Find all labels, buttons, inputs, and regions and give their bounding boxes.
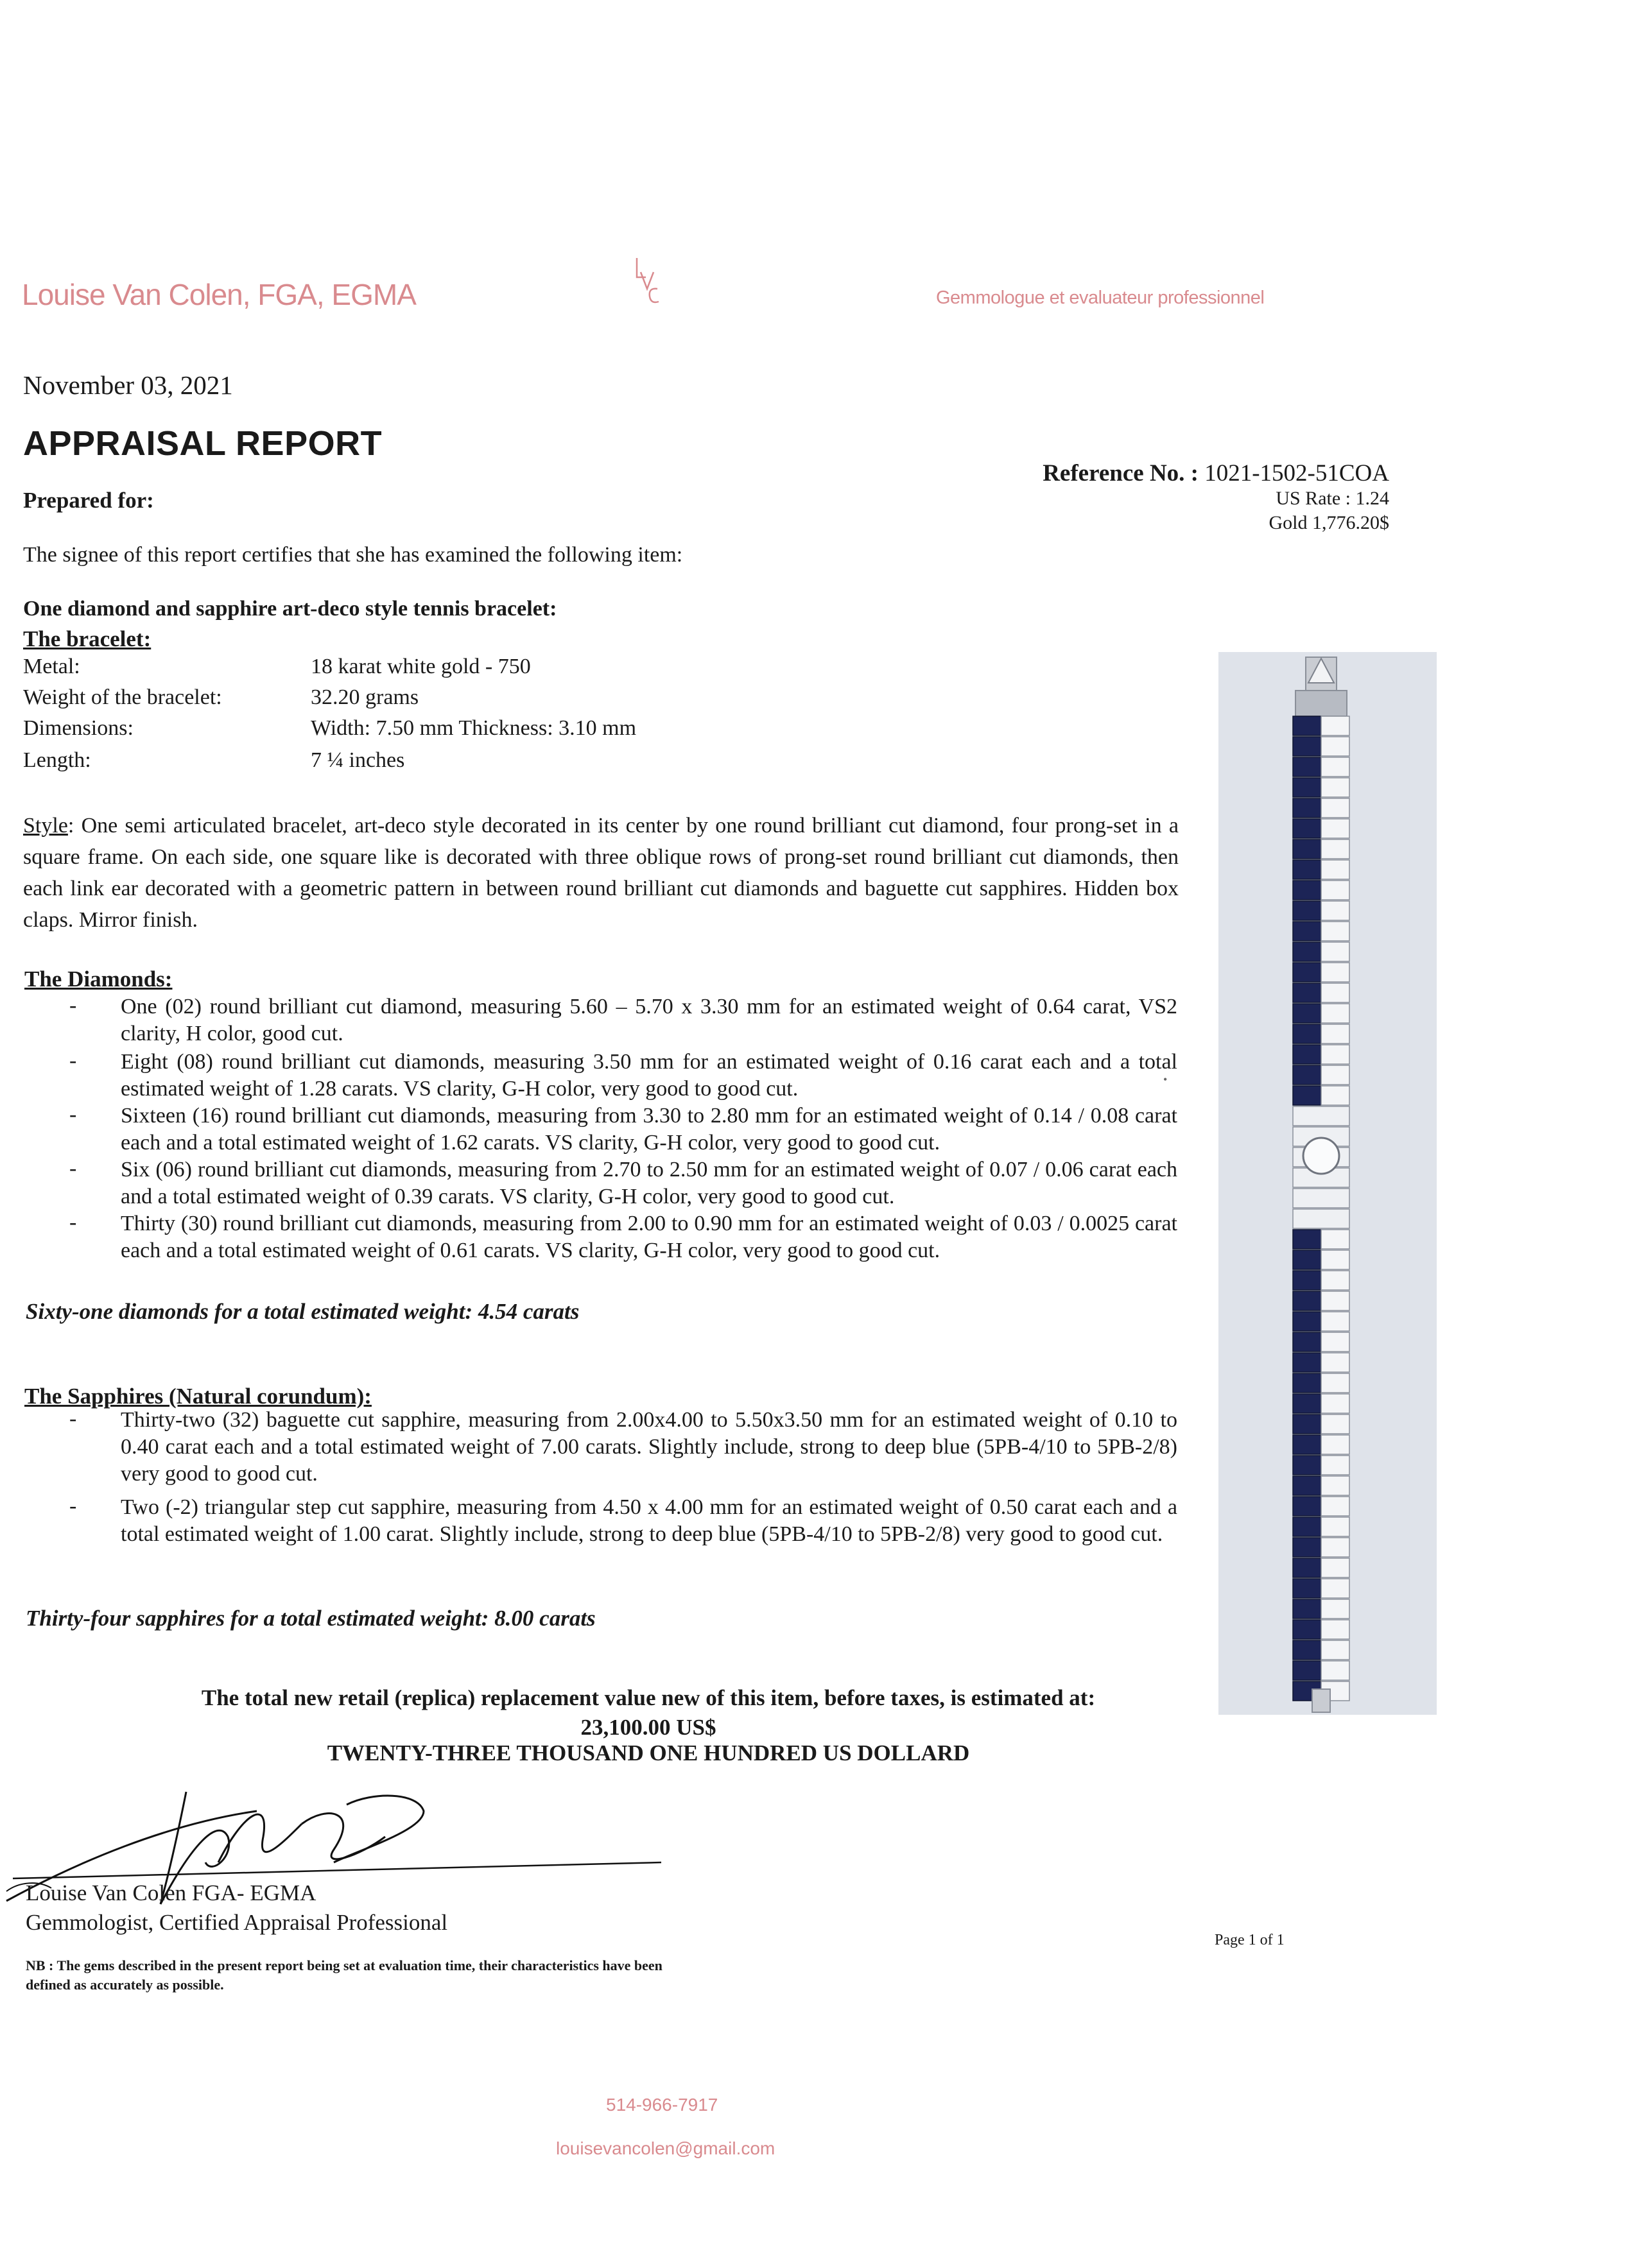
bullet-dash: - [69, 1407, 77, 1430]
diamond-stone [1321, 1456, 1349, 1475]
sapphire-stone [1293, 1004, 1321, 1023]
diamond-stone [1293, 1106, 1349, 1126]
sapphire-stone [1293, 1497, 1321, 1516]
report-title: APPRAISAL REPORT [23, 424, 383, 463]
diamond-stone [1293, 1209, 1349, 1228]
diamond-stone [1321, 1661, 1349, 1680]
monogram-logo [628, 255, 666, 307]
diamonds-heading: The Diamonds: [24, 966, 173, 992]
diamond-stone [1321, 1599, 1349, 1619]
gold-price: Gold 1,776.20$ [1269, 512, 1389, 533]
sapphires-summary: Thirty-four sapphires for a total estimated weight: 8.00 carats [26, 1606, 596, 1631]
sapphire-stone [1293, 901, 1321, 920]
sapphire-stone [1293, 1558, 1321, 1577]
reference-value: 1021-1502-51COA [1204, 460, 1389, 486]
diamond-stone [1321, 1373, 1349, 1393]
sapphires-heading: The Sapphires (Natural corundum): [24, 1384, 372, 1409]
diamond-stone [1321, 1620, 1349, 1639]
sapphire-stone [1293, 1230, 1321, 1249]
diamond-stone [1321, 1435, 1349, 1454]
sapphire-stone [1293, 1435, 1321, 1454]
diamond-stone [1321, 1086, 1349, 1105]
sapphire-stone [1293, 1579, 1321, 1598]
spec-label: Dimensions: [23, 716, 134, 740]
sapphire-item: Thirty-two (32) baguette cut sapphire, measuring from 2.00x4.00 to 5.50x3.50 mm for an estimated weight of 0.10 to 0.40 carat each and a total estimated weight of 7.00 carats. Slightly include, strong to deep blue (5PB-4/10 to 5PB-2/8) very good to good cut. [121, 1408, 1177, 1486]
sapphire-stone [1293, 1024, 1321, 1044]
sapphire-stone [1293, 922, 1321, 941]
style-label: Style [23, 814, 68, 838]
style-description [23, 810, 1179, 936]
diamond-stone [1321, 1065, 1349, 1085]
sapphire-stone [1293, 860, 1321, 879]
contact-phone: 514-966-7917 [606, 2095, 718, 2115]
valuation-statement: The total new retail (replica) replacement value new of this item, before taxes, is estimated at: [201, 1685, 1096, 1710]
diamond-stone [1321, 1579, 1349, 1598]
diamond-stone [1321, 1045, 1349, 1064]
sapphire-stone [1293, 942, 1321, 961]
bullet-dash: - [69, 1494, 77, 1518]
sapphire-stone [1293, 737, 1321, 756]
bullet-dash: - [69, 1156, 77, 1180]
letterhead-name: Louise Van Colen, FGA, EGMA [22, 278, 416, 311]
sapphire-stone [1293, 1599, 1321, 1619]
sapphire-stone [1293, 1414, 1321, 1434]
spec-value: 7 ¼ inches [311, 748, 405, 772]
diamond-stone [1321, 1517, 1349, 1536]
diamond-stone [1321, 860, 1349, 879]
diamond-stone [1321, 1640, 1349, 1660]
diamond-item: One (02) round brilliant cut diamond, measuring 5.60 – 5.70 x 3.30 mm for an estimated weight of 0.64 carat, VS2 clarity, H color, good cut. [121, 995, 1177, 1045]
style-text: : One semi articulated bracelet, art-deco style decorated in its center by one round brilliant cut diamond, four prong-set in a square frame. On each side, one square like is decorated with three oblique rows of prong-set round brilliant cut diamonds, then each link ear decorated with a geometric pattern in between round brilliant cut diamonds and baguette cut sapphires. Hidden box claps. Mirror finish. [23, 814, 1179, 932]
sapphire-stone [1293, 716, 1321, 735]
sapphire-item: Two (-2) triangular step cut sapphire, measuring from 4.50 x 4.00 mm for an estimated weight of 0.50 carat each and a total estimated weight of 1.00 carat. Slightly include, strong to deep blue (5PB-4/10 to 5PB-2/8) very good to good cut. [121, 1495, 1177, 1546]
item-title: One diamond and sapphire art-deco style tennis bracelet: [23, 597, 557, 621]
bullet-dash: - [69, 1049, 77, 1072]
sapphire-stone [1293, 1373, 1321, 1393]
diamond-stone [1321, 1353, 1349, 1372]
diamond-item: Sixteen (16) round brilliant cut diamonds, measuring from 3.30 to 2.80 mm for an estimated weight of 0.14 / 0.08 carat each and a total estimated weight of 1.62 carats. VS clarity, G-H color, very good to good cut. [121, 1104, 1177, 1155]
spec-label: Metal: [23, 655, 80, 678]
sapphire-stone [1293, 1620, 1321, 1639]
diamond-stone [1321, 881, 1349, 900]
diamond-stone [1293, 1189, 1349, 1208]
sapphire-stone [1293, 1086, 1321, 1105]
sapphire-stone [1293, 1332, 1321, 1352]
sapphire-stone [1293, 1661, 1321, 1680]
spec-value: 32.20 grams [311, 685, 419, 709]
diamond-stone [1321, 1291, 1349, 1310]
diamond-stone [1321, 1230, 1349, 1249]
diamond-stone [1321, 1558, 1349, 1577]
diamond-stone [1321, 922, 1349, 941]
sapphire-stone [1293, 1045, 1321, 1064]
sapphire-stone [1293, 1517, 1321, 1536]
sapphire-stone [1293, 1353, 1321, 1372]
diamond-stone [1321, 737, 1349, 756]
sapphire-stone [1293, 1250, 1321, 1269]
sapphire-stone [1293, 1394, 1321, 1413]
diamond-stone [1321, 1271, 1349, 1290]
diamond-stone [1321, 757, 1349, 777]
sapphire-stone [1293, 1476, 1321, 1495]
sapphire-stone [1293, 819, 1321, 838]
diamond-stone [1321, 716, 1349, 735]
valuation-words: TWENTY-THREE THOUSAND ONE HUNDRED US DOLLARD [327, 1740, 970, 1765]
scan-mark: • [1163, 1073, 1168, 1086]
spec-value: Width: 7.50 mm Thickness: 3.10 mm [311, 716, 637, 740]
diamond-stone [1321, 901, 1349, 920]
diamonds-summary: Sixty-one diamonds for a total estimated weight: 4.54 carats [26, 1299, 580, 1324]
disclaimer-note: NB : The gems described in the present report being set at evaluation time, their characteristics have been defined as accurately as possible. [26, 1957, 663, 1993]
spec-value: 18 karat white gold - 750 [311, 655, 531, 678]
diamond-stone [1321, 942, 1349, 961]
sapphire-stone [1293, 1640, 1321, 1660]
page-number: Page 1 of 1 [1215, 1932, 1285, 1948]
sapphire-stone [1293, 1271, 1321, 1290]
certification-statement: The signee of this report certifies that she has examined the following item: [23, 543, 683, 567]
reference-number [1043, 460, 1389, 487]
signatory-role: Gemmologist, Certified Appraisal Professional [26, 1910, 448, 1935]
diamond-stone [1321, 1024, 1349, 1044]
diamond-item: Thirty (30) round brilliant cut diamonds, measuring from 2.00 to 0.90 mm for an estimated weight of 0.03 / 0.0025 carat each and a total estimated weight of 0.61 carats. VS clarity, G-H color, very good to good cut. [121, 1212, 1177, 1262]
bracelet-heading: The bracelet: [23, 626, 152, 651]
diamond-stone [1321, 1332, 1349, 1352]
center-diamond [1303, 1138, 1339, 1174]
sapphire-stone [1293, 983, 1321, 1002]
sapphire-stone [1293, 839, 1321, 859]
sapphire-stone [1293, 798, 1321, 818]
sapphire-stone [1293, 1312, 1321, 1331]
diamond-stone [1321, 1414, 1349, 1434]
diamond-stone [1321, 963, 1349, 982]
spec-label: Length: [23, 748, 91, 772]
diamond-stone [1321, 1004, 1349, 1023]
signatory-name: Louise Van Colen FGA- EGMA [26, 1880, 316, 1905]
diamond-stone [1321, 1497, 1349, 1516]
sapphire-stone [1293, 1065, 1321, 1085]
sapphire-stone [1293, 778, 1321, 797]
valuation-amount: 23,100.00 US$ [580, 1715, 716, 1740]
diamond-stone [1321, 1250, 1349, 1269]
diamond-item: Eight (08) round brilliant cut diamonds, measuring 3.50 mm for an estimated weight of 0.16 carat each and a total estimated weight of 1.28 carats. VS clarity, G-H color, very good to good cut. [121, 1050, 1177, 1101]
diamond-stone [1321, 798, 1349, 818]
sapphire-stone [1293, 1538, 1321, 1557]
contact-email: louisevancolen@gmail.com [556, 2138, 775, 2158]
sapphire-stone [1293, 881, 1321, 900]
bullet-dash: - [69, 1103, 77, 1126]
diamond-stone [1321, 1476, 1349, 1495]
diamond-stone [1321, 1538, 1349, 1557]
bracelet-photo [1218, 652, 1437, 1715]
diamond-stone [1321, 778, 1349, 797]
sapphire-stone [1293, 963, 1321, 982]
letterhead-tagline: Gemmologue et evaluateur professionnel [936, 288, 1265, 308]
bullet-dash: - [69, 1210, 77, 1234]
sapphire-stone [1293, 1456, 1321, 1475]
diamond-stone [1321, 1394, 1349, 1413]
diamond-stone [1321, 983, 1349, 1002]
us-rate: US Rate : 1.24 [1276, 488, 1389, 509]
sapphire-stone [1293, 757, 1321, 777]
report-date: November 03, 2021 [23, 370, 233, 400]
diamond-stone [1321, 1312, 1349, 1331]
diamond-stone [1321, 839, 1349, 859]
diamond-stone [1321, 819, 1349, 838]
diamond-item: Six (06) round brilliant cut diamonds, measuring from 2.70 to 2.50 mm for an estimated weight of 0.07 / 0.06 carat each and a total estimated weight of 0.39 carats. VS clarity, G-H color, very good to good cut. [121, 1158, 1177, 1208]
reference-label: Reference No. : [1043, 460, 1199, 486]
spec-label: Weight of the bracelet: [23, 685, 222, 709]
sapphire-stone [1293, 1291, 1321, 1310]
prepared-for-label: Prepared for: [23, 488, 154, 513]
bullet-dash: - [69, 993, 77, 1017]
